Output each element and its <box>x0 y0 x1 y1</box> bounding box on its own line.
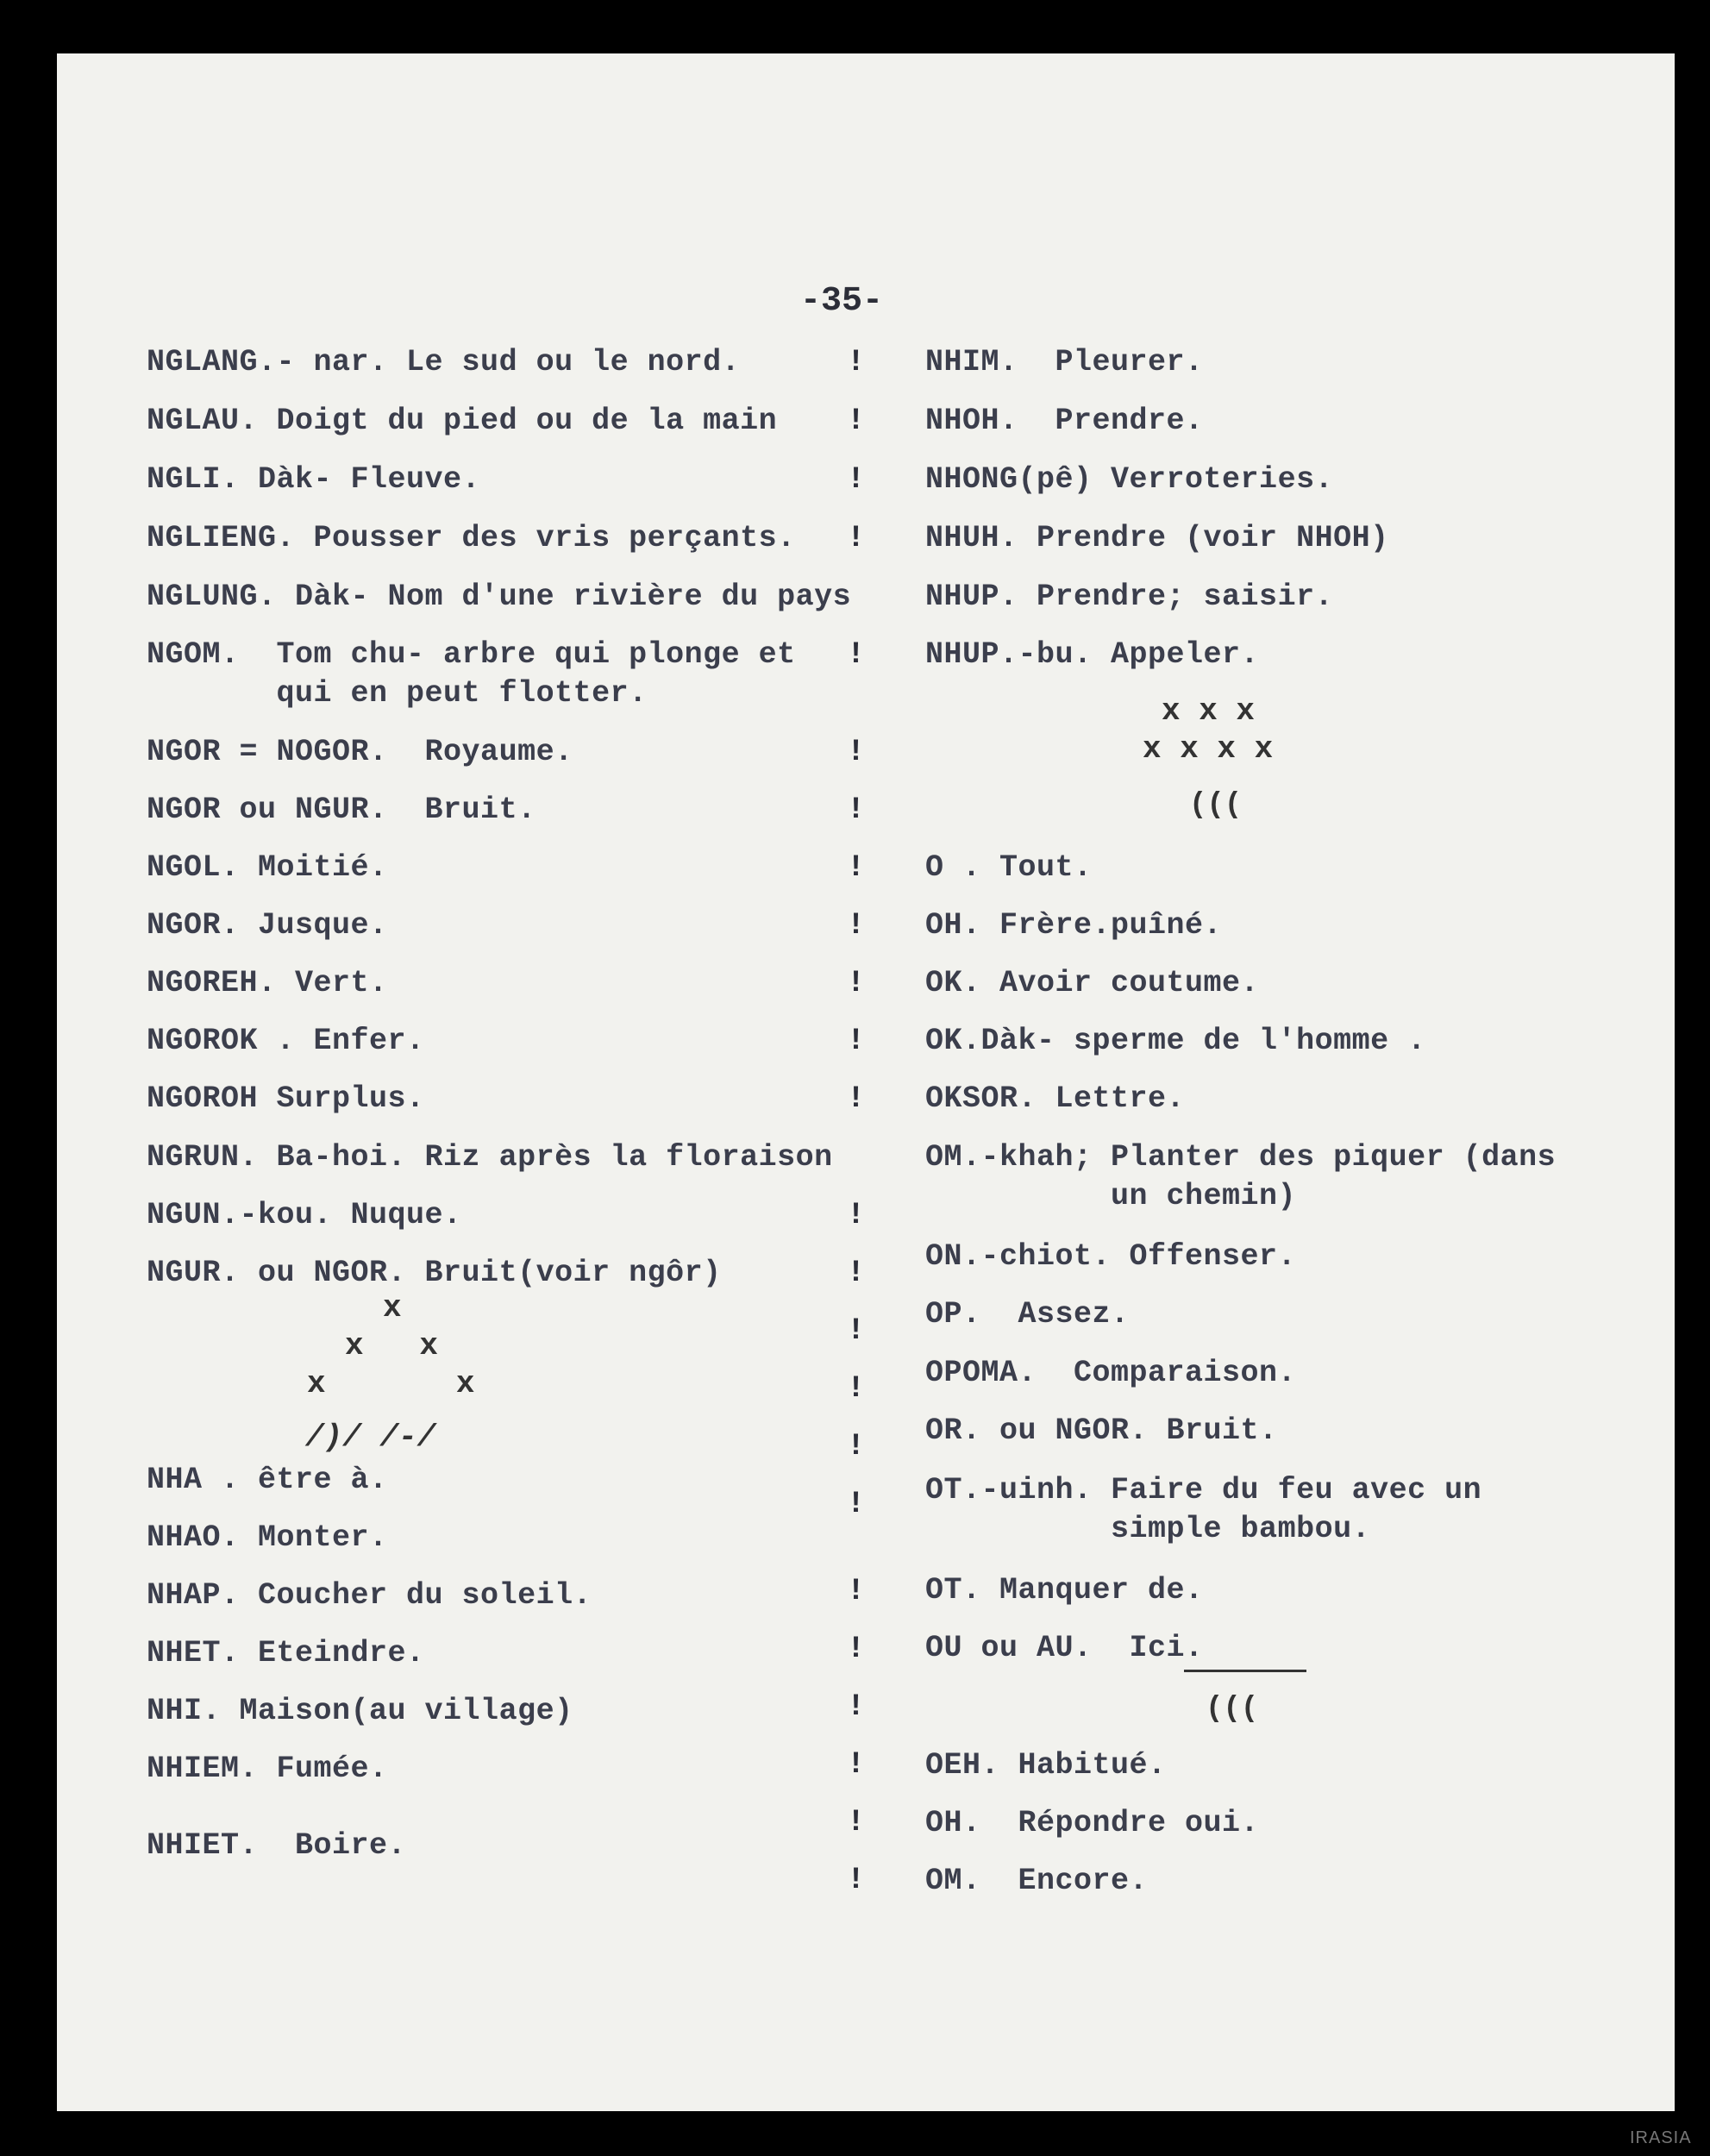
separator-mark: ! <box>847 850 866 885</box>
right-entry: simple bambou. <box>925 1512 1371 1546</box>
right-entry: OR. ou NGOR. Bruit. <box>925 1413 1278 1448</box>
right-entry: OM. Encore. <box>925 1864 1149 1898</box>
watermark: IRASIA <box>1630 2128 1692 2147</box>
right-entry: OKSOR. Lettre. <box>925 1081 1186 1116</box>
left-entry: NGRUN. Ba-hoi. Riz après la floraison <box>147 1140 833 1175</box>
right-entry: OPOMA. Comparaison. <box>925 1356 1297 1390</box>
script-glyph: ((( <box>1206 1693 1259 1726</box>
x-ornament: x x <box>345 1328 439 1363</box>
separator-mark: ! <box>847 1487 866 1521</box>
separator-mark: ! <box>847 1689 866 1724</box>
left-entry: NGOR. Jusque. <box>147 908 388 943</box>
right-entry: ON.-chiot. Offenser. <box>925 1239 1297 1274</box>
right-entry: un chemin) <box>925 1179 1297 1213</box>
left-entry: NGLAU. Doigt du pied ou de la main <box>147 404 778 438</box>
left-entry: NGUR. ou NGOR. Bruit(voir ngôr) <box>147 1256 722 1290</box>
right-entry: OK. Avoir coutume. <box>925 966 1260 1000</box>
right-entry: NHONG(pê) Verroteries. <box>925 462 1334 497</box>
left-entry: NHAO. Monter. <box>147 1520 388 1555</box>
separator-mark: ! <box>847 1632 866 1666</box>
document-page <box>57 53 1675 2111</box>
right-entry: NHUH. Prendre (voir NHOH) <box>925 521 1389 555</box>
left-entry: NGOM. Tom chu- arbre qui plonge et <box>147 637 796 672</box>
left-entry: NGOROH Surplus. <box>147 1081 425 1116</box>
divider-line <box>1184 1670 1306 1672</box>
separator-mark: ! <box>847 637 866 672</box>
left-entry: NGLANG.- nar. Le sud ou le nord. <box>147 345 741 379</box>
separator-mark: ! <box>847 1805 866 1839</box>
separator-mark: ! <box>847 1313 866 1348</box>
separator-mark: ! <box>847 793 866 827</box>
left-entry: NHI. Maison(au village) <box>147 1694 573 1728</box>
right-entry: O . Tout. <box>925 850 1093 885</box>
right-entry: NHUP.-bu. Appeler. <box>925 637 1260 672</box>
x-ornament: x x x x <box>1143 731 1274 767</box>
right-entry: OH. Frère.puîné. <box>925 908 1223 943</box>
separator-mark: ! <box>847 1574 866 1608</box>
right-entry: NHOH. Prendre. <box>925 404 1204 438</box>
left-entry: NHET. Eteindre. <box>147 1636 425 1670</box>
right-entry: OT. Manquer de. <box>925 1573 1204 1608</box>
right-entry: OEH. Habitué. <box>925 1748 1167 1783</box>
separator-mark: ! <box>847 462 866 497</box>
left-entry: NHIEM. Fumée. <box>147 1752 388 1786</box>
left-entry: NGLI. Dàk- Fleuve. <box>147 462 481 497</box>
separator-mark: ! <box>847 1198 866 1232</box>
right-entry: NHUP. Prendre; saisir. <box>925 580 1334 614</box>
separator-mark: ! <box>847 404 866 438</box>
separator-mark: ! <box>847 1024 866 1058</box>
right-entry: OK.Dàk- sperme de l'homme . <box>925 1024 1426 1058</box>
left-entry: NGOL. Moitié. <box>147 850 388 885</box>
separator-mark: ! <box>847 1747 866 1782</box>
left-entry: NGLUNG. Dàk- Nom d'une rivière du pays <box>147 580 852 614</box>
left-entry: NGOREH. Vert. <box>147 966 388 1000</box>
left-entry: NGOR ou NGUR. Bruit. <box>147 793 536 827</box>
separator-mark: ! <box>847 1256 866 1290</box>
separator-mark: ! <box>847 1371 866 1406</box>
separator-mark: ! <box>847 1429 866 1463</box>
right-entry: OP. Assez. <box>925 1297 1130 1332</box>
x-ornament: x <box>383 1290 402 1326</box>
separator-mark: ! <box>847 1081 866 1116</box>
right-entry: OH. Répondre oui. <box>925 1806 1260 1840</box>
left-entry: NHAP. Coucher du soleil. <box>147 1578 592 1613</box>
x-ornament: x x <box>307 1366 475 1401</box>
script-glyph: /)/ /-/ <box>305 1420 436 1455</box>
left-entry: qui en peut flotter. <box>147 676 648 711</box>
left-entry: NHIET. Boire. <box>147 1828 407 1863</box>
separator-mark: ! <box>847 521 866 555</box>
separator-mark: ! <box>847 1863 866 1897</box>
left-entry: NGOROK . Enfer. <box>147 1024 425 1058</box>
left-entry: NHA . être à. <box>147 1463 388 1497</box>
right-entry: OM.-khah; Planter des piquer (dans <box>925 1140 1557 1175</box>
left-entry: NGUN.-kou. Nuque. <box>147 1198 462 1232</box>
script-glyph: ((( <box>1189 789 1243 822</box>
right-entry: OU ou AU. Ici. <box>925 1631 1204 1665</box>
right-entry: OT.-uinh. Faire du feu avec un <box>925 1473 1482 1507</box>
separator-mark: ! <box>847 908 866 943</box>
left-entry: NGOR = NOGOR. Royaume. <box>147 735 573 769</box>
x-ornament: x x x <box>1162 693 1256 729</box>
left-entry: NGLIENG. Pousser des vris perçants. <box>147 521 796 555</box>
separator-mark: ! <box>847 345 866 379</box>
right-entry: NHIM. Pleurer. <box>925 345 1204 379</box>
separator-mark: ! <box>847 735 866 769</box>
separator-mark: ! <box>847 966 866 1000</box>
page-number: -35- <box>800 282 884 321</box>
